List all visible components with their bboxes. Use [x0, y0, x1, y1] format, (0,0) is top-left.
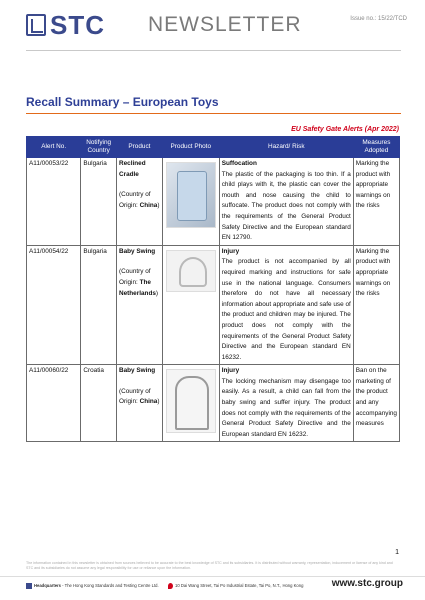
product-cell — [116, 365, 162, 442]
alert-number: A11/00060/22 — [27, 365, 81, 442]
header-measures-adopted: Measures Adopted — [353, 137, 399, 158]
measures-adopted: Marking the product with appropriate warnings on the risks — [353, 158, 399, 246]
header-alert-no: Alert No. — [27, 137, 81, 158]
measures-adopted: Marking the product with appropriate warnings on the risks — [353, 245, 399, 365]
photo-cell — [162, 245, 219, 365]
origin-close: ) — [157, 398, 160, 406]
stc-logo-icon — [26, 14, 46, 36]
table-header-row — [27, 137, 400, 158]
footer-website-link[interactable]: www.stc.group — [331, 578, 403, 589]
hazard-cell — [219, 365, 353, 442]
alert-number: A11/00053/22 — [27, 158, 81, 246]
product-photo — [166, 250, 216, 292]
header-hazard-risk: Hazard/ Risk — [219, 137, 353, 158]
origin-label: (Country of Origin: — [118, 268, 151, 286]
title-divider — [26, 113, 401, 114]
origin-country: China — [139, 398, 158, 406]
location-pin-icon — [168, 583, 173, 589]
disclaimer: The information contained in this newsletter is obtained from sources believed to be accurate to the best knowledge of STC and its subsidiaries. It is distributed without warranty, representation, inducement or license of any kind and STC and its subsidiaries do not assume any legal responsibility for use or reliance upon the information. — [26, 561, 393, 570]
product-cell — [116, 158, 162, 246]
address-text: 10 Dai Wang Street, Tai Po Industrial Estate, Tai Po, N.T., Hong Kong — [175, 583, 304, 589]
hazard-title: Injury — [221, 247, 240, 255]
issue-number: Issue no.: 15/22/TCD — [350, 16, 407, 22]
page-number: 1 — [395, 549, 399, 556]
product-photo — [166, 162, 216, 228]
table-row — [27, 365, 400, 442]
recall-table — [26, 136, 400, 442]
notifying-country: Bulgaria — [81, 158, 117, 246]
footer-divider — [0, 576, 425, 577]
hazard-cell — [219, 158, 353, 246]
alert-number: A11/00054/22 — [27, 245, 81, 365]
product-origin — [119, 387, 160, 408]
header-divider — [26, 50, 401, 51]
photo-cell — [162, 365, 219, 442]
origin-country: China — [139, 201, 158, 209]
header-product: Product — [116, 137, 162, 158]
product-name: Baby Swing — [118, 247, 156, 255]
footer-headquarters — [26, 583, 159, 589]
building-icon — [26, 583, 32, 589]
hq-name: - The Hong Kong Standards and Testing Centre Ltd. — [61, 583, 159, 589]
newsletter-title: NEWSLETTER — [148, 13, 302, 36]
table-row — [27, 158, 400, 246]
newsletter-header — [0, 0, 425, 48]
hazard-description: The locking mechanism may disengage too easily. As a result, a child can fall from the baby swing and suffer injury. The product does not comply with the requirements of the General Product Safety Directive and the European standard EN 16232. — [221, 377, 351, 438]
product-name: Reclined Cradle — [118, 160, 146, 178]
product-origin — [119, 190, 160, 211]
product-origin — [119, 267, 160, 299]
alert-source: EU Safety Gate Alerts (Apr 2022) — [291, 126, 399, 133]
footer-address — [168, 583, 303, 589]
photo-cell — [162, 158, 219, 246]
header-notifying-country: Notifying Country — [81, 137, 117, 158]
header-product-photo: Product Photo — [162, 137, 219, 158]
hazard-title: Injury — [221, 367, 240, 375]
section-title: Recall Summary – European Toys — [26, 95, 219, 109]
table-row — [27, 245, 400, 365]
hazard-description: The plastic of the packaging is too thin. If a child plays with it, the plastic can cover the mouth and nose causing the child to suffocate. The product does not comply with the requirements of the General Product Safety Directive and the European standard EN 12790. — [221, 170, 351, 242]
origin-close: ) — [155, 289, 159, 297]
origin-country: The Netherlands — [118, 278, 156, 297]
origin-label: (Country of Origin: — [118, 191, 151, 209]
hq-label: Headquarters — [34, 583, 61, 589]
measures-adopted: Ban on the marketing of the product and any accompanying measures — [353, 365, 399, 442]
notifying-country: Bulgaria — [81, 245, 117, 365]
product-name: Baby Swing — [118, 367, 156, 375]
origin-close: ) — [157, 201, 160, 209]
origin-label: (Country of Origin: — [118, 387, 151, 406]
hazard-cell — [219, 245, 353, 365]
hazard-title: Suffocation — [221, 160, 257, 167]
stc-logo-text: STC — [50, 10, 105, 40]
notifying-country: Croatia — [81, 365, 117, 442]
product-cell — [116, 245, 162, 365]
product-photo — [166, 369, 216, 433]
hazard-description: The product is not accompanied by all required marking and instructions for safe use in the national language. Consumers therefore do not have all necessary information about appropriate and safe use of the product and children may be injured. The product does not comply with the requirements of the General Product Safety Directive and the European standard EN 16232. — [221, 258, 351, 361]
